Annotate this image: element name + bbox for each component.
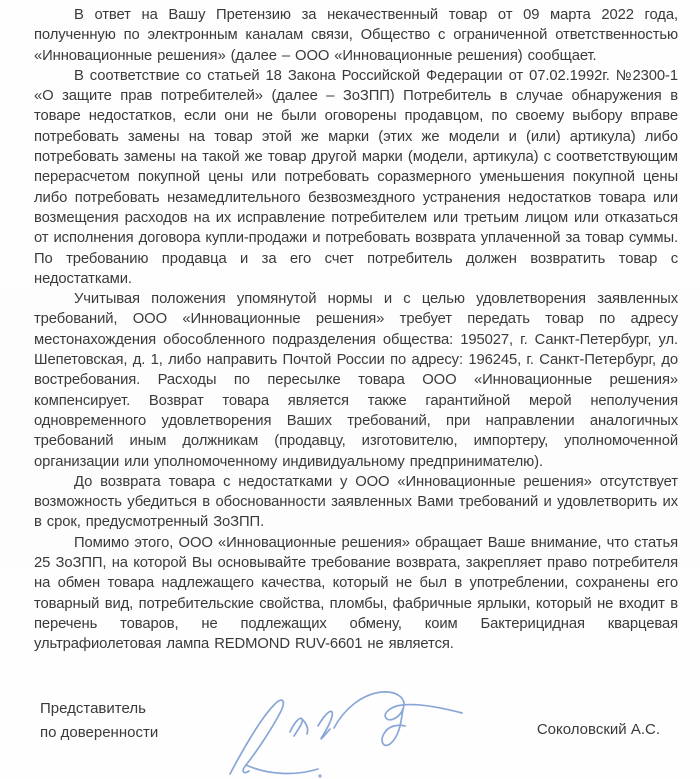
paragraph-article-25: Помимо этого, ООО «Инновационные решения» обращает Ваше внимание, что статья 25 ЗоЗПП, на которой Вы основывайте требование возврата, закрепляет право потребителя на обмен товара надлежащего качества, который не был в употреблении, сохранены его товарный вид, потребительские свойства, пломбы, фабричные ярлыки, который не входит в перечень товаров, не подлежащих обмену, коим Бактерицидная кварцевая ультрафиолетовая лампа REDMOND RUV-6601 не является.	[34, 534, 678, 653]
signer-name: Соколовский А.С.	[536, 720, 660, 738]
signature-ink	[200, 679, 468, 779]
paragraph-law-article-18: В соответствие со статьей 18 Закона Российской Федерации от 07.02.1992г. №2300-1 «О защите прав потребителей» (далее – ЗоЗПП) Потребитель в случае обнаружения в товаре недостатков, если они не были оговорены продавцом, по своему выбору вправе потребовать замены на товар этой же марки (этих же модели и (или) артикула) либо потребовать замены на такой же товар другой марки (модели, артикула) с соответствующим перерасчетом покупной цены или потребовать соразмерного уменьшения покупной цены либо потребовать незамедлительного безвозмездного устранения недостатков товара или возмещения расходов на их исправление потребителем или третьим лицом или отказаться от исполнения договора купли-продажи и потребовать возврата уплаченной за товар суммы. По требованию продавца и за его счет потребитель должен возвратить товар с недостатками.	[34, 67, 678, 287]
signature-strokes	[230, 691, 462, 777]
paragraph-return-address: Учитывая положения упомянутой нормы и с целью удовлетворения заявленных требований, ООО «Инновационные решения» требует передать товар по адресу местонахождения обособленного подразделения общества: 195027, г. Санкт-Петербург, ул. Шепетовская, д. 1, либо направить Почтой России по адресу: 196245, г. Санкт-Петербург, до востребования. Расходы по пересылке товара ООО «Инновационные решения» компенсирует. Возврат товара является также гарантийной мерой неполучения одновременного удовлетворения Ваших требований, при направлении аналогичных требований иным должникам (продавцу, изготовителю, импортеру, уполномоченной организации или уполномоченному индивидуальному предпринимателю).	[34, 291, 678, 470]
signer-role-line2: по доверенности	[40, 723, 159, 741]
paragraph-before-return: До возврата товара с недостатками у ООО «Инновационные решения» отсутствует возможность убедиться в обоснованности заявленных Вами требований и удовлетворить их в срок, предусмотренный ЗоЗПП.	[34, 473, 678, 531]
signer-role-line1: Представитель	[40, 699, 146, 717]
paragraph-intro: В ответ на Вашу Претензию за некачественный товар от 09 марта 2022 года, полученную по электронным каналам связи, Общество с ограниченной ответственностью «Инновационные решения» (далее – ООО «Инновационные решения) сообщает.	[34, 7, 678, 64]
signer-role	[34, 697, 158, 745]
signature-block	[34, 697, 678, 779]
